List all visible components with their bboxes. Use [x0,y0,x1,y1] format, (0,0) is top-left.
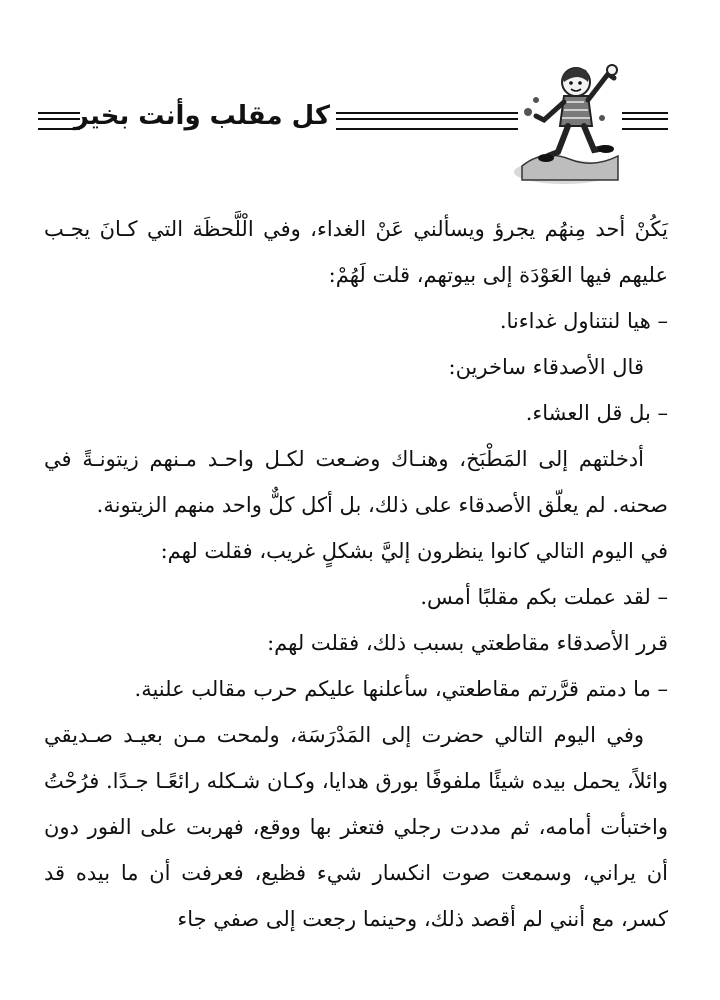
story-paragraph: قرر الأصدقاء مقاطعتي بسبب ذلك، فقلت لهم: [267,631,668,655]
story-text [44,206,668,942]
page-title: كل مقلب وأنت بخير [73,101,330,131]
story-paragraph: يَكُنْ أحد مِنهُم يجرؤ ويسألني عَنْ الغداء، وفي الْلَّحظَة التي كـانَ يجـب عليهم فيها العَوْدَة إلى بيوتهم، قلت لَهُمْ: [44,217,668,287]
header-rule-right [622,112,668,130]
story-paragraph: – ما دمتم قرَّرتم مقاطعتي، سأعلنها عليكم حرب مقالب علنية. [134,677,668,701]
story-paragraph: – هيا لنتناول غداءنا. [499,309,668,333]
header-rule-middle [336,112,518,130]
story-paragraph: قال الأصدقاء ساخرين: [448,355,644,379]
story-paragraph: في اليوم التالي كانوا ينظرون إليَّ بشكلٍ غريب، فقلت لهم: [160,539,668,563]
running-boy-mascot-icon [514,56,624,184]
page-header [38,84,668,184]
story-paragraph: أدخلتهم إلى المَطْبَخ، وهنـاك وضـعت لكـل واحـد مـنهم زيتونـةً في صحنه. لم يعلّق الأصدقاء على ذلك، بل أكل كلٌّ واحد منهم الزيتونة. [44,447,668,517]
story-paragraph: – بل قل العشاء. [525,401,668,425]
story-paragraph: – لقد عملت بكم مقلبًا أمس. [420,585,668,609]
story-paragraph: وفي اليوم التالي حضرت إلى المَدْرَسَة، ولمحت مـن بعيـد صـديقي وائلاً، يحمل بيده شيئًا ملفوفًا بورق هدايا، وكـان شـكله رائعًـا جـدًا. فرُحْتُ واختبأت أمامه، ثم مددت رجلي فتعثر بها ووقع، فهربت على الفور دون أن يراني، وسمعت صوت انكسار شيء فظيع، فعرفت أن ما بيده قد كسر، مع أنني لم أقصد ذلك، وحينما رجعت إلى صفي جاء [44,723,668,931]
